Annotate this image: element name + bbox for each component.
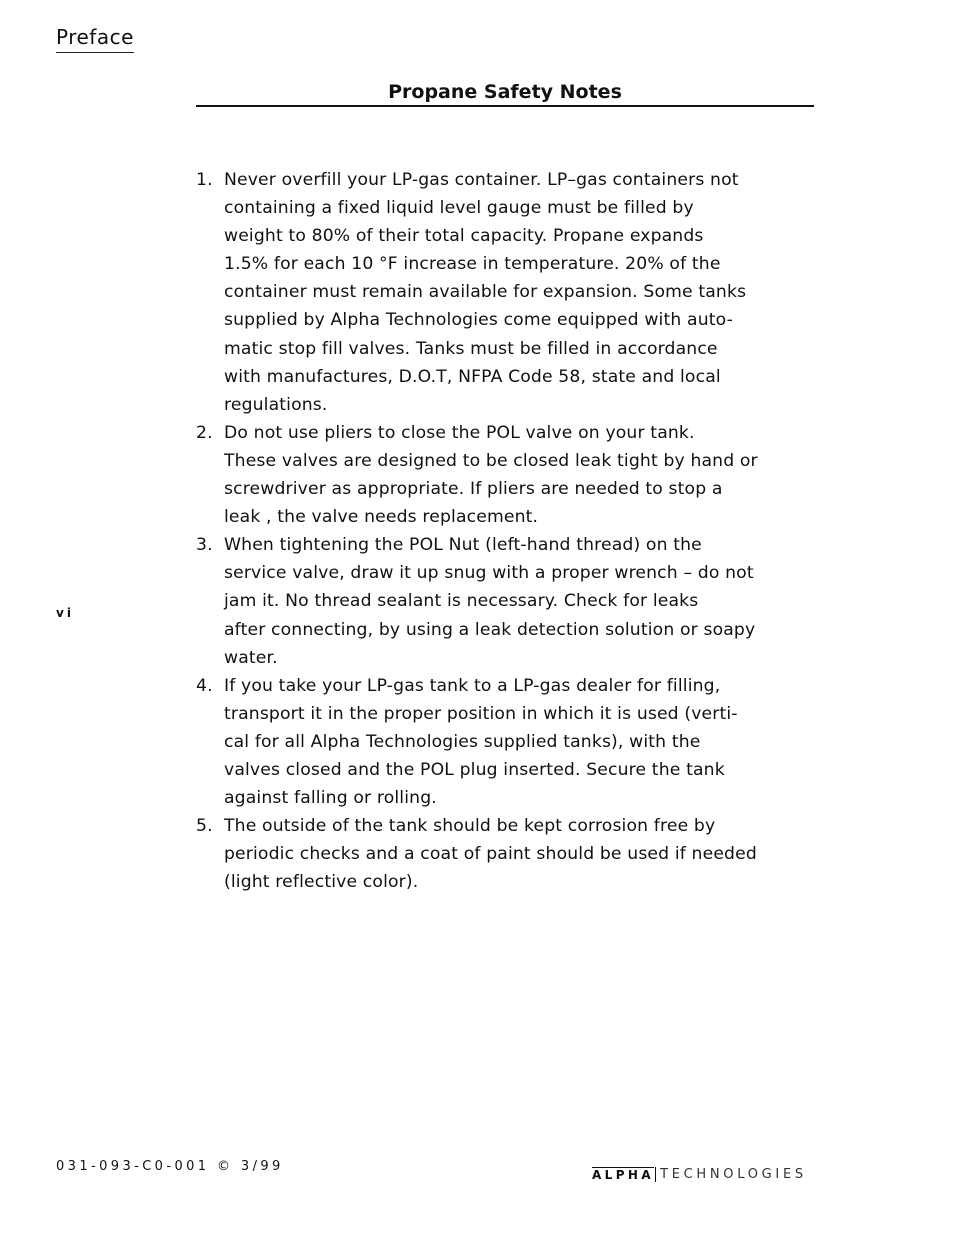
- list-item-line: (light reflective color).: [224, 872, 419, 893]
- list-item-line: valves closed and the POL plug inserted. Secure the tank: [224, 759, 725, 780]
- list-item-line: supplied by Alpha Technologies come equipped with auto-: [224, 310, 733, 331]
- company-logo: [592, 1164, 807, 1184]
- list-item-line: leak , the valve needs replacement.: [224, 507, 539, 528]
- logo-divider: [655, 1167, 656, 1182]
- list-item: [196, 531, 818, 671]
- list-item-number: 1.: [196, 170, 213, 190]
- list-item-line: cal for all Alpha Technologies supplied tanks), with the: [224, 731, 701, 752]
- document-id: 031-093-C0-001 © 3/99: [56, 1159, 284, 1174]
- list-item: [196, 812, 818, 896]
- list-item-line: These valves are designed to be closed leak tight by hand or: [224, 450, 758, 471]
- list-item-line: service valve, draw it up snug with a proper wrench – do not: [224, 563, 754, 584]
- list-item-line: When tightening the POL Nut (left-hand thread) on the: [224, 535, 702, 556]
- list-item-line: container must remain available for expansion. Some tanks: [224, 282, 747, 303]
- list-item-line: weight to 80% of their total capacity. Propane expands: [224, 226, 704, 247]
- list-item-line: periodic checks and a coat of paint should be used if needed: [224, 844, 757, 865]
- list-item-line: transport it in the proper position in which it is used (verti-: [224, 703, 738, 724]
- list-item-line: Never overfill your LP-gas container. LP–gas containers not: [224, 170, 739, 190]
- list-item-number: 2.: [196, 422, 213, 443]
- list-item-line: jam it. No thread sealant is necessary. Check for leaks: [224, 591, 699, 612]
- page-title: Propane Safety Notes: [196, 80, 814, 107]
- list-item-number: 3.: [196, 535, 213, 556]
- list-item-line: If you take your LP-gas tank to a LP-gas dealer for filling,: [224, 675, 721, 696]
- section-header: Preface: [56, 24, 134, 53]
- list-item: [196, 672, 818, 812]
- list-item-line: Do not use pliers to close the POL valve on your tank.: [224, 422, 695, 443]
- list-item-line: regulations.: [224, 394, 328, 415]
- list-item-line: against falling or rolling.: [224, 788, 437, 809]
- list-item-line: 1.5% for each 10 °F increase in temperature. 20% of the: [224, 254, 721, 275]
- list-item-line: matic stop fill valves. Tanks must be filled in accordance: [224, 338, 718, 359]
- list-item-line: containing a fixed liquid level gauge must be filled by: [224, 198, 694, 219]
- safety-notes-list: [196, 166, 818, 896]
- list-item-line: after connecting, by using a leak detection solution or soapy: [224, 619, 756, 640]
- list-item-number: 4.: [196, 675, 213, 696]
- list-item-line: with manufactures, D.O.T, NFPA Code 58, state and local: [224, 366, 721, 387]
- logo-technologies-text: TECHNOLOGIES: [660, 1166, 807, 1182]
- list-item: [196, 166, 818, 419]
- list-item-number: 5.: [196, 816, 213, 837]
- list-item-line: screwdriver as appropriate. If pliers are needed to stop a: [224, 479, 723, 500]
- page-number: vi: [56, 606, 74, 620]
- list-item-line: The outside of the tank should be kept corrosion free by: [224, 816, 716, 837]
- list-item-line: water.: [224, 647, 278, 668]
- list-item: [196, 419, 818, 531]
- logo-alpha-text: ALPHA: [592, 1168, 655, 1182]
